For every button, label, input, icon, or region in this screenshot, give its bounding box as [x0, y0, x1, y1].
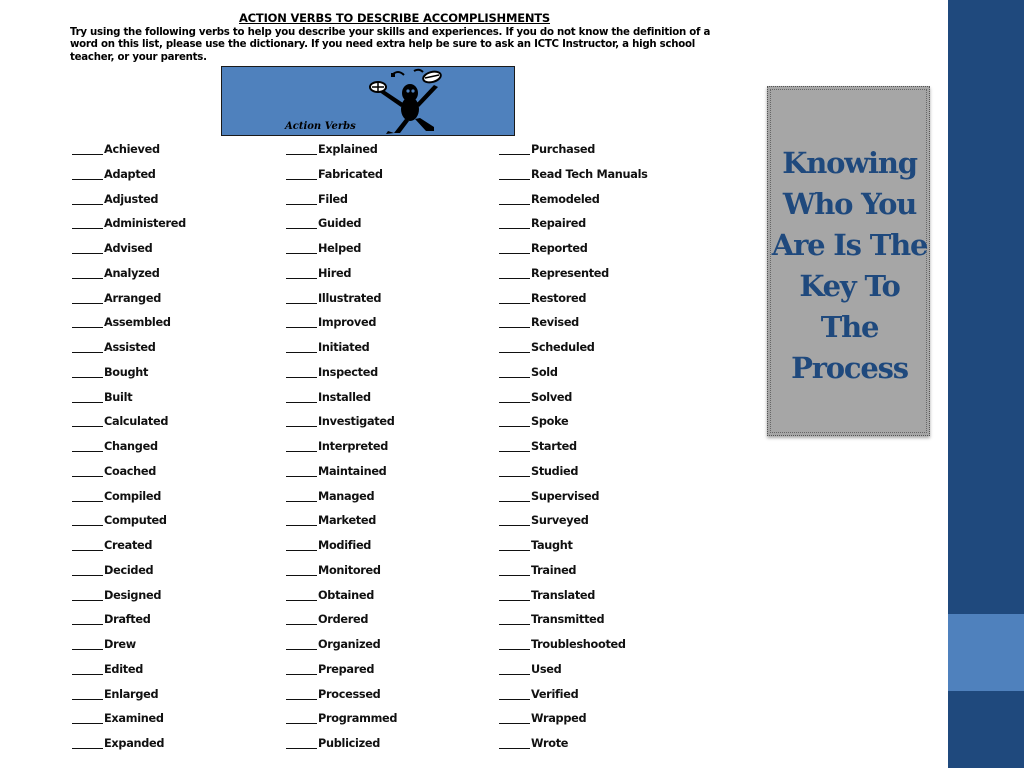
verb-item: [499, 514, 704, 539]
verb-label: Ordered: [318, 613, 369, 627]
verb-label: Surveyed: [531, 514, 589, 528]
verb-item: [72, 193, 277, 218]
verb-item: [286, 514, 491, 539]
verb-label: Arranged: [104, 291, 161, 305]
checkbox-blank: [72, 663, 103, 675]
verb-item: [499, 613, 704, 638]
verb-label: Investigated: [318, 415, 395, 429]
verb-label: Managed: [318, 489, 375, 503]
verb-label: Verified: [531, 687, 579, 701]
checkbox-blank: [286, 712, 317, 724]
verb-label: Changed: [104, 440, 158, 453]
verb-column-1: [72, 143, 277, 762]
verb-column-2: [286, 143, 491, 762]
checkbox-blank: [499, 143, 530, 155]
slide-side-accent: [948, 614, 1024, 691]
verb-item: [286, 316, 491, 341]
checkbox-blank: [499, 465, 530, 477]
verb-label: Inspected: [318, 365, 378, 379]
verb-label: Restored: [531, 291, 587, 305]
verb-label: Analyzed: [104, 266, 160, 280]
verb-item: [286, 242, 491, 267]
checkbox-blank: [286, 490, 317, 502]
checkbox-blank: [499, 688, 530, 700]
verb-item: [499, 589, 704, 614]
checkbox-blank: [286, 539, 317, 551]
verb-item: [72, 292, 277, 317]
verb-item: [286, 168, 491, 193]
checkbox-blank: [72, 217, 103, 229]
checkbox-blank: [286, 366, 317, 378]
verb-label: Improved: [318, 316, 377, 330]
verb-item: [72, 688, 277, 713]
verb-item: [286, 613, 491, 638]
verb-item: [286, 465, 491, 490]
checkbox-blank: [72, 366, 103, 378]
verb-label: Achieved: [104, 143, 160, 156]
verb-label: Hired: [318, 266, 352, 280]
verb-label: Computed: [104, 514, 167, 528]
verb-item: [72, 514, 277, 539]
verb-item: [286, 688, 491, 713]
verb-label: Created: [104, 539, 153, 552]
checkbox-blank: [72, 341, 103, 353]
verb-label: Edited: [104, 662, 144, 676]
verb-item: [286, 638, 491, 663]
verb-label: Reported: [531, 242, 588, 255]
verb-item: [72, 440, 277, 465]
checkbox-blank: [72, 415, 103, 427]
verb-label: Calculated: [104, 415, 169, 429]
verb-item: [286, 292, 491, 317]
checkbox-blank: [499, 440, 530, 452]
checkbox-blank: [72, 465, 103, 477]
checkbox-blank: [286, 663, 317, 675]
checkbox-blank: [499, 712, 530, 724]
verb-item: [286, 737, 491, 762]
verb-label: Expanded: [104, 737, 165, 750]
checkbox-blank: [72, 267, 103, 279]
verb-label: Drafted: [104, 613, 151, 627]
verb-item: [286, 440, 491, 465]
verb-label: Repaired: [531, 217, 586, 231]
verb-item: [499, 440, 704, 465]
verb-label: Adapted: [104, 167, 156, 181]
verb-item: [286, 217, 491, 242]
verb-label: Enlarged: [104, 687, 159, 701]
verb-item: [72, 712, 277, 737]
checkbox-blank: [499, 292, 530, 304]
checkbox-blank: [499, 217, 530, 229]
worksheet-title: ACTION VERBS TO DESCRIBE ACCOMPLISHMENTS: [238, 11, 551, 25]
verb-label: Scheduled: [531, 341, 595, 354]
verb-label: Prepared: [318, 662, 375, 676]
checkbox-blank: [286, 737, 317, 749]
checkbox-blank: [72, 688, 103, 700]
verb-label: Coached: [104, 464, 157, 478]
verb-item: [499, 465, 704, 490]
verb-label: Examined: [104, 712, 164, 726]
banner-caption: Action Verbs: [285, 121, 356, 132]
verb-label: Drew: [104, 638, 136, 651]
checkbox-blank: [72, 242, 103, 254]
checkbox-blank: [499, 589, 530, 601]
verb-item: [499, 663, 704, 688]
verb-item: [286, 589, 491, 614]
checkbox-blank: [72, 514, 103, 526]
verb-label: Monitored: [318, 563, 381, 577]
checkbox-blank: [72, 737, 103, 749]
worksheet-intro: Try using the following verbs to help you describe your skills and experiences. If you do not know the definition of a word on this list, please use the dictionary. If you need extra help be sure to ask an ICTC Instructor, a high school teacher, or your parents.: [70, 27, 711, 63]
checkbox-blank: [499, 415, 530, 427]
checkbox-blank: [286, 168, 317, 180]
checkbox-blank: [72, 193, 103, 205]
checkbox-blank: [499, 193, 530, 205]
verb-label: Fabricated: [318, 167, 383, 181]
verb-label: Decided: [104, 563, 154, 577]
verb-label: Illustrated: [318, 291, 382, 305]
checkbox-blank: [286, 564, 317, 576]
verb-label: Obtained: [318, 588, 374, 602]
checkbox-blank: [499, 539, 530, 551]
checkbox-blank: [499, 514, 530, 526]
verb-item: [72, 415, 277, 440]
verb-item: [72, 391, 277, 416]
verb-item: [286, 341, 491, 366]
checkbox-blank: [286, 391, 317, 403]
verb-label: Started: [531, 440, 577, 453]
checkbox-blank: [72, 440, 103, 452]
checkbox-blank: [286, 341, 317, 353]
checkbox-blank: [286, 292, 317, 304]
verb-label: Guided: [318, 217, 362, 231]
verb-label: Spoke: [531, 415, 569, 429]
juggler-icon: [368, 67, 454, 135]
checkbox-blank: [72, 638, 103, 650]
checkbox-blank: [499, 316, 530, 328]
checkbox-blank: [286, 193, 317, 205]
verb-item: [499, 688, 704, 713]
verb-item: [286, 415, 491, 440]
verb-item: [72, 638, 277, 663]
verb-label: Revised: [531, 316, 579, 330]
checkbox-blank: [286, 638, 317, 650]
verb-label: Explained: [318, 143, 378, 156]
verb-item: [499, 366, 704, 391]
verb-label: Built: [104, 390, 133, 404]
verb-item: [499, 490, 704, 515]
checkbox-blank: [499, 242, 530, 254]
checkbox-blank: [286, 242, 317, 254]
verb-item: [499, 316, 704, 341]
verb-label: Assisted: [104, 341, 156, 354]
verb-label: Designed: [104, 588, 162, 602]
verb-item: [499, 242, 704, 267]
checkbox-blank: [499, 564, 530, 576]
verb-label: Transmitted: [531, 613, 605, 627]
verb-item: [286, 366, 491, 391]
verb-label: Compiled: [104, 489, 162, 503]
verb-label: Modified: [318, 539, 372, 552]
verb-item: [286, 143, 491, 168]
verb-item: [499, 143, 704, 168]
verb-label: Marketed: [318, 514, 377, 528]
verb-label: Translated: [531, 588, 596, 602]
checkbox-blank: [286, 316, 317, 328]
verb-label: Assembled: [104, 316, 171, 330]
verb-item: [499, 217, 704, 242]
verb-item: [72, 564, 277, 589]
verb-item: [286, 663, 491, 688]
verb-item: [72, 143, 277, 168]
verb-label: Solved: [531, 390, 573, 404]
checkbox-blank: [499, 490, 530, 502]
checkbox-blank: [72, 292, 103, 304]
checkbox-blank: [72, 391, 103, 403]
verb-item: [286, 490, 491, 515]
checkbox-blank: [286, 688, 317, 700]
checkbox-blank: [499, 341, 530, 353]
checkbox-blank: [286, 613, 317, 625]
verb-label: Processed: [318, 687, 381, 701]
verb-item: [499, 712, 704, 737]
verb-item: [72, 316, 277, 341]
checkbox-blank: [72, 143, 103, 155]
verb-label: Initiated: [318, 341, 370, 354]
checkbox-blank: [286, 465, 317, 477]
verb-column-3: [499, 143, 704, 762]
verb-label: Taught: [531, 539, 573, 552]
verb-label: Programmed: [318, 712, 398, 726]
checkbox-blank: [72, 539, 103, 551]
callout-text: Knowing Who You Are Is The Key To The Process: [771, 146, 928, 385]
verb-label: Studied: [531, 464, 579, 478]
checkbox-blank: [499, 613, 530, 625]
verb-item: [72, 465, 277, 490]
verb-item: [286, 539, 491, 564]
checkbox-blank: [499, 168, 530, 180]
checkbox-blank: [286, 143, 317, 155]
verb-item: [72, 589, 277, 614]
verb-item: [499, 168, 704, 193]
verb-item: [286, 193, 491, 218]
checkbox-blank: [286, 217, 317, 229]
verb-item: [499, 638, 704, 663]
verb-item: [72, 737, 277, 762]
checkbox-blank: [286, 267, 317, 279]
verb-label: Advised: [104, 242, 153, 255]
verb-label: Adjusted: [104, 192, 159, 206]
verb-label: Sold: [531, 365, 558, 379]
checkbox-blank: [72, 316, 103, 328]
verb-label: Read Tech Manuals: [531, 167, 648, 181]
verb-label: Helped: [318, 242, 362, 255]
verb-item: [72, 539, 277, 564]
verb-item: [499, 539, 704, 564]
checkbox-blank: [286, 415, 317, 427]
verb-label: Bought: [104, 365, 149, 379]
verb-label: Wrote: [531, 737, 569, 750]
checkbox-blank: [72, 712, 103, 724]
verb-item: [499, 737, 704, 762]
verb-item: [72, 168, 277, 193]
verb-label: Wrapped: [531, 712, 587, 726]
verb-item: [499, 415, 704, 440]
verb-item: [286, 267, 491, 292]
checkbox-blank: [72, 168, 103, 180]
checkbox-blank: [286, 514, 317, 526]
verb-label: Organized: [318, 638, 381, 651]
verb-item: [286, 391, 491, 416]
verb-label: Installed: [318, 390, 371, 404]
verb-label: Filed: [318, 192, 348, 206]
verb-item: [72, 217, 277, 242]
checkbox-blank: [499, 267, 530, 279]
verb-item: [72, 613, 277, 638]
verb-item: [72, 341, 277, 366]
checkbox-blank: [499, 737, 530, 749]
verb-label: Used: [531, 662, 562, 676]
checkbox-blank: [286, 440, 317, 452]
verb-label: Publicized: [318, 737, 381, 750]
verb-item: [499, 564, 704, 589]
checkbox-blank: [72, 589, 103, 601]
checkbox-blank: [499, 663, 530, 675]
checkbox-blank: [499, 638, 530, 650]
verb-label: Administered: [104, 217, 186, 231]
checkbox-blank: [72, 613, 103, 625]
checkbox-blank: [286, 589, 317, 601]
verb-item: [499, 193, 704, 218]
verb-label: Trained: [531, 563, 577, 577]
verb-label: Maintained: [318, 464, 387, 478]
verb-item: [499, 267, 704, 292]
verb-item: [499, 391, 704, 416]
verb-label: Purchased: [531, 143, 596, 156]
checkbox-blank: [499, 391, 530, 403]
verb-item: [72, 242, 277, 267]
action-verbs-banner: [221, 66, 515, 136]
verb-item: [72, 490, 277, 515]
verb-label: Represented: [531, 266, 609, 280]
callout-box: [767, 86, 930, 436]
verb-label: Troubleshooted: [531, 638, 626, 651]
checkbox-blank: [72, 564, 103, 576]
verb-label: Remodeled: [531, 192, 600, 206]
verb-item: [286, 564, 491, 589]
verb-item: [72, 366, 277, 391]
verb-label: Interpreted: [318, 440, 389, 453]
verb-item: [499, 341, 704, 366]
verb-label: Supervised: [531, 489, 600, 503]
verb-item: [72, 663, 277, 688]
verb-item: [499, 292, 704, 317]
checkbox-blank: [72, 490, 103, 502]
verb-item: [286, 712, 491, 737]
checkbox-blank: [499, 366, 530, 378]
verb-item: [72, 267, 277, 292]
